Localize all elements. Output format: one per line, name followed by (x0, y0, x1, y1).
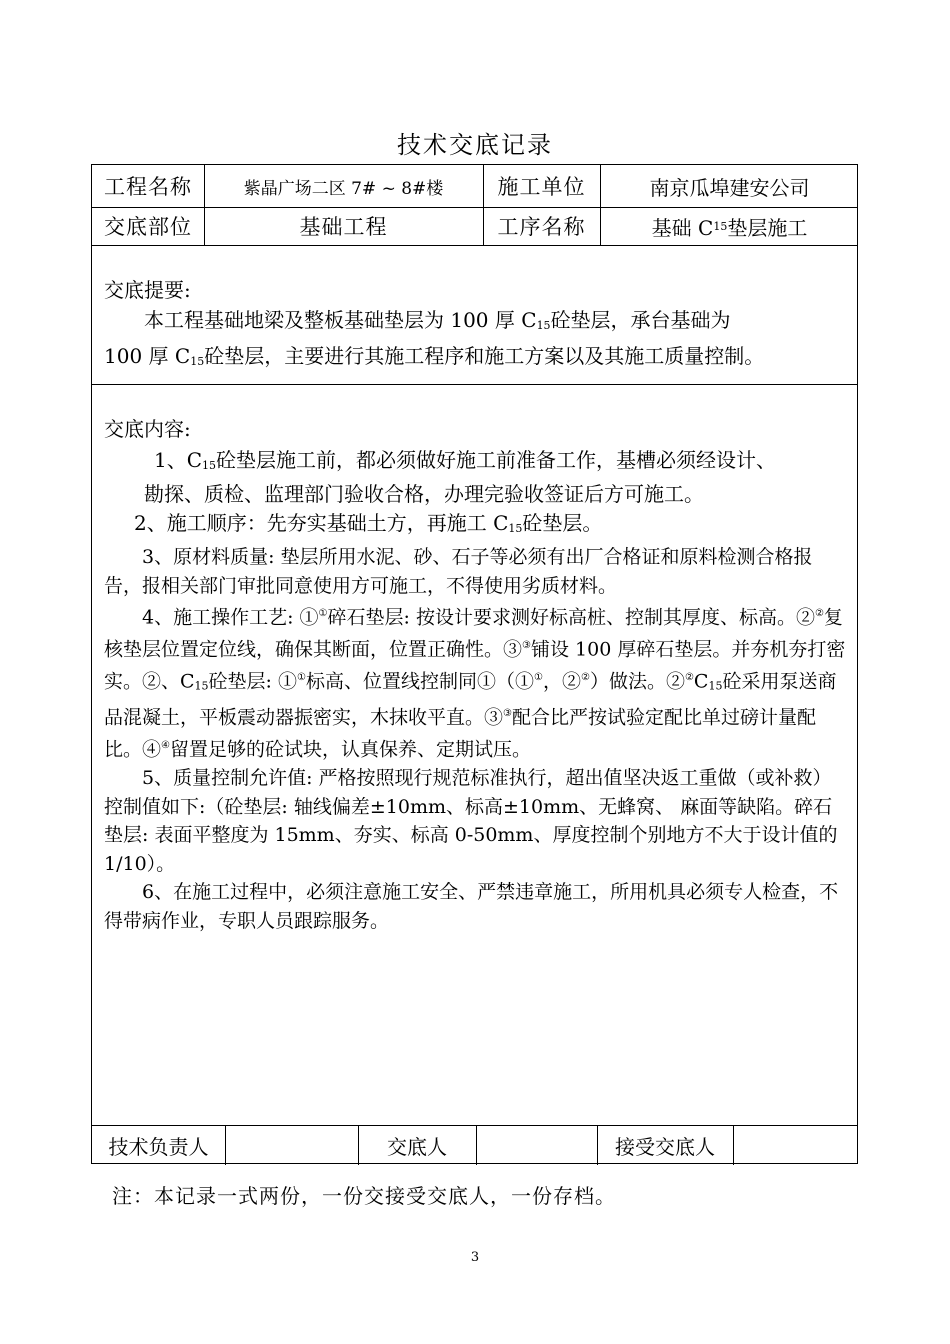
subscript: 15 (190, 355, 205, 368)
item-text: 碎石垫层: 按设计要求测好标高桩、控制其厚度、标高。② (327, 606, 815, 629)
tech-lead-signature-field[interactable] (225, 1125, 358, 1165)
project-name-value: 紫晶广场二区 7# ~ 8#楼 (243, 178, 444, 199)
process-value-suffix: 垫层施工 (727, 215, 808, 240)
summary-section (104, 275, 849, 377)
superscript: ② (814, 608, 824, 619)
content-item-1-cont: 勘探、质检、监理部门验收合格，办理完验收签证后方可施工。 (144, 482, 704, 506)
item-text: ）做法。② (589, 669, 685, 692)
content-item-2 (104, 509, 849, 544)
subscript: 15 (508, 521, 523, 535)
summary-line-1 (104, 305, 849, 341)
summary-line-2 (104, 341, 849, 377)
receiver-label: 接受交底人 (615, 1134, 715, 1159)
subscript: 15 (194, 678, 209, 692)
superscript: ① (533, 671, 543, 683)
superscript: ③ (522, 639, 531, 651)
briefer-signature-field[interactable] (476, 1125, 597, 1165)
contractor-label: 施工单位 (497, 175, 586, 199)
item-text: C (693, 669, 709, 692)
content-item-3: 3、原材料质量: 垫层所用水泥、砂、石子等必须有出厂合格证和原料检测合格报告，报相关部门审批同意使用方可施工，不得使用劣质材料。 (104, 546, 813, 597)
content-item-5: 5、质量控制允许值: 严格按照现行规范标准执行，超出值坚决返工重做（或补救）控制值如下:（砼垫层: 轴线偏差±10mm、标高±10mm、无蜂窝、 麻面等缺陷。碎石垫层: 表面平整度为 15mm、夯实、标高 0-50mm、厚度控制个别地方不大于设计值的 1/10）。 (104, 767, 838, 875)
item-text: 砼垫层施工前，都必须做好施工前准备工作，基槽必须经设计、 (216, 447, 777, 472)
process-value-prefix: 基础 C (651, 215, 714, 240)
content-heading: 交底内容: (104, 417, 191, 441)
row-divider (92, 245, 857, 246)
page-number: 3 (470, 1250, 480, 1265)
tech-lead-label: 技术负责人 (108, 1134, 209, 1159)
superscript: ② (580, 671, 590, 683)
item-text: 1、C (154, 447, 203, 472)
item-text: 留置足够的砼试块，认真保养、定期试压。 (169, 738, 531, 761)
item-text: 铺设 100 厚碎石垫层。并夯机夯打密实。②、C (104, 638, 846, 692)
content-item-6: 6、在施工过程中，必须注意施工安全、严禁违章施工，所用机具必须专人检查，不得带病作业，专职人员跟踪服务。 (104, 881, 839, 932)
summary-text: 砼垫层，主要进行其施工程序和施工方案以及其施工质量控制。 (204, 344, 765, 368)
item-text: ，② (542, 669, 581, 692)
content-item-1 (104, 446, 849, 481)
record-table (91, 164, 858, 1164)
receiver-signature-field[interactable] (733, 1125, 859, 1165)
content-item-4 (104, 600, 849, 764)
item-text: 砼采用泵送商品混凝土，平板震动器振密实，木抹收平直。③ (104, 669, 837, 729)
superscript: ① (318, 608, 328, 619)
process-value (600, 207, 859, 245)
superscript: ① (297, 671, 306, 683)
document-title: 技术交底记录 (397, 131, 553, 159)
row-divider (92, 384, 857, 385)
part-label: 交底部位 (104, 215, 192, 239)
item-text: 砼垫层。 (522, 510, 603, 535)
item-text: 标高、位置线控制同①（① (305, 669, 534, 692)
item-text: 复核垫层位置定位线，确保其断面，位置正确性。③ (104, 606, 843, 661)
superscript: ② (684, 671, 694, 683)
part-value: 基础工程 (299, 215, 388, 239)
summary-text: 砼垫层，承台基础为 (550, 308, 731, 332)
item-text: 配合比严按试验定配比单过磅计量配比。④ (104, 706, 816, 761)
footer-note: 注：本记录一式两份，一份交接受交底人，一份存档。 (112, 1184, 616, 1208)
item-text: 2、施工顺序：先夯实基础土方，再施工 C (134, 510, 509, 535)
item-text: 砼垫层: ① (208, 669, 297, 692)
superscript: ③ (503, 708, 512, 720)
project-name-label: 工程名称 (104, 175, 192, 199)
briefer-label: 交底人 (387, 1134, 447, 1159)
subscript: 15 (536, 319, 551, 332)
summary-heading: 交底提要: (104, 278, 191, 302)
process-label: 工序名称 (497, 215, 586, 239)
process-value-subscript: 15 (713, 219, 728, 233)
superscript: ④ (161, 740, 170, 752)
subscript: 15 (202, 458, 217, 472)
subscript: 15 (708, 678, 723, 692)
item-text: 4、施工操作工艺: ① (142, 606, 319, 629)
content-section (104, 415, 849, 935)
contractor-value: 南京瓜埠建安公司 (649, 175, 810, 200)
summary-text: 本工程基础地梁及整板基础垫层为 100 厚 C (144, 308, 537, 332)
summary-text: 100 厚 C (104, 344, 191, 368)
